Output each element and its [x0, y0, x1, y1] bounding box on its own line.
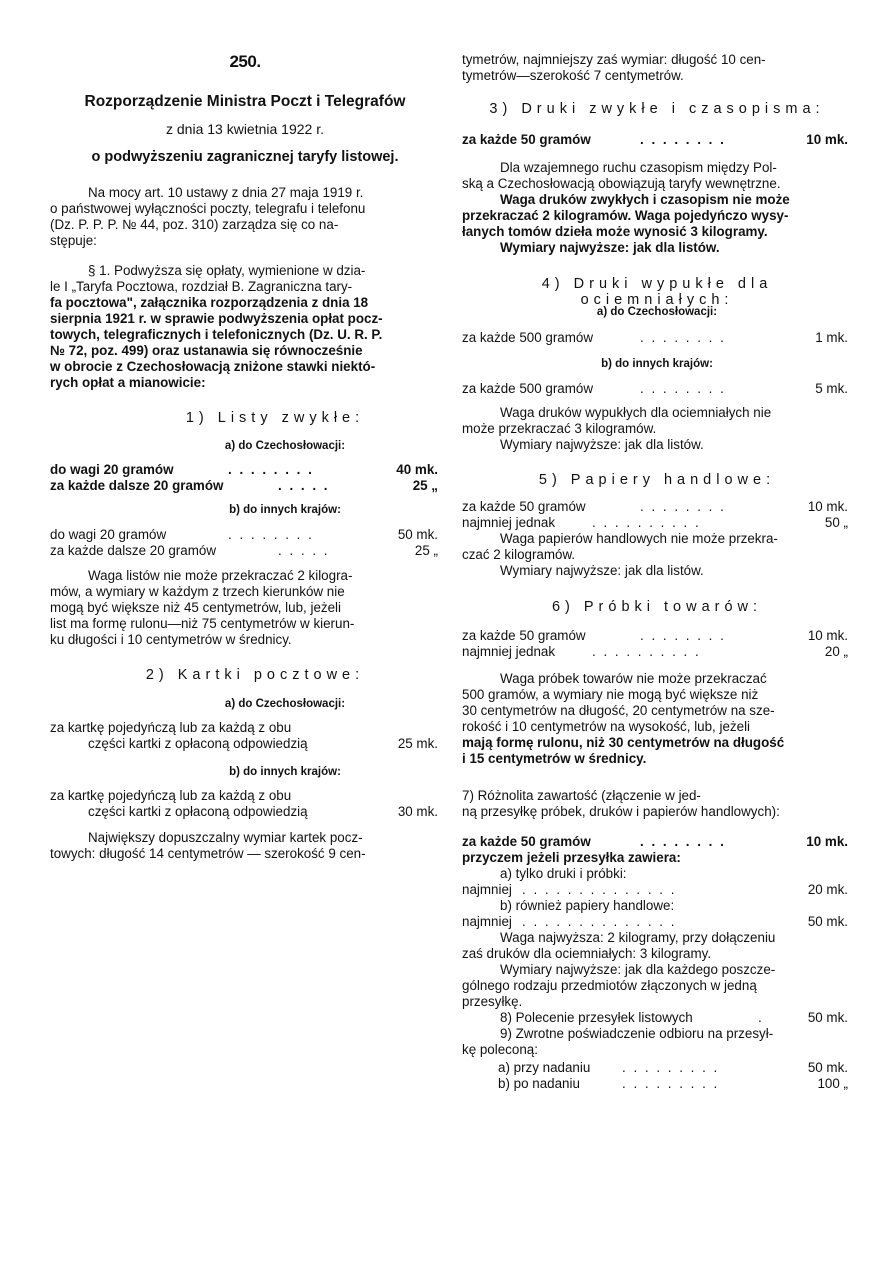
continued-text — [462, 52, 850, 84]
section-3-note — [462, 160, 850, 256]
rate-value: 10 mk. — [807, 628, 848, 643]
rate-dots: . . . . . . . . — [640, 834, 726, 849]
rate-value: 1 mk. — [815, 330, 848, 345]
section-2-heading: 2) Kartki pocztowe: — [145, 667, 365, 683]
section-5-note — [462, 531, 850, 579]
rate-label: najmniej — [462, 882, 512, 897]
rate-dots: . . . . . . . . . . . . . . — [522, 914, 677, 929]
note-line: i 15 centymetrów w średnicy. — [462, 751, 647, 766]
section-2-note — [50, 830, 438, 862]
rate-dots: . . . . . . . . . . — [592, 515, 701, 530]
section-7-heading-line: 7) Różnolita zawartość (złączenie w jed- — [462, 788, 701, 803]
para1-line: le I „Taryfa Pocztowa, rozdział B. Zagraniczna tary- — [50, 279, 353, 294]
section-9-line: kę poleconą: — [462, 1042, 538, 1057]
continued-line: tymetrów, najmniejszy zaś wymiar: długość 10 cen- — [462, 52, 766, 67]
card-line: za kartkę pojedyńczą lub za każdą z obu — [50, 720, 292, 735]
rate-value: 40 mk. — [396, 462, 438, 477]
note-line: ską a Czechosłowacją obowiązują taryfy wewnętrzne. — [462, 176, 781, 191]
note-line: Waga papierów handlowych nie może przekra- — [500, 531, 778, 546]
rate-label: za każde 50 gramów — [462, 628, 586, 643]
document-title: Rozporządzenie Ministra Poczt i Telegrafów — [84, 93, 406, 110]
section-6-note — [462, 671, 850, 767]
rate-label: do wagi 20 gramów — [50, 527, 167, 542]
rate-dots: . . . . . . . . — [640, 330, 726, 345]
para1-line: fa pocztowa", załącznika rozporządzenia z dnia 18 — [50, 295, 369, 310]
section-7b-text: b) również papiery handlowe: — [500, 898, 675, 913]
rate-label: za każde 50 gramów — [462, 132, 591, 147]
rate-value: 30 mk. — [397, 804, 438, 819]
section-7-heading — [462, 788, 850, 820]
para1-line: sierpnia 1921 r. w sprawie podwyższenia opłat pocz- — [50, 311, 383, 326]
rate-value: 10 mk. — [806, 132, 848, 147]
rate-dots: . . . . . . . . . — [622, 1076, 720, 1091]
section-2a-text — [50, 720, 438, 752]
section-7-condition: przyczem jeżeli przesyłka zawiera: — [462, 850, 681, 865]
rate-label: b) po nadaniu — [498, 1076, 580, 1091]
note-line: rokość i 10 centymetrów na wysokość, lub, jeżeli — [462, 719, 751, 734]
section-9-line: 9) Zwrotne poświadczenie odbioru na przesył- — [500, 1026, 774, 1041]
section-4b-heading: b) do innych krajów: — [601, 358, 713, 370]
note-line: łanych tomów dzieła może wynosić 3 kilogramy. — [462, 224, 768, 239]
note-line: przesyłkę. — [462, 994, 523, 1009]
note-line: Wymiary najwyższe: jak dla listów. — [500, 563, 704, 578]
card-line: części kartki z opłaconą odpowiedzią — [88, 804, 308, 819]
para1-line: towych, telegraficznych i telefonicznych (Dz. U. R. P. — [50, 327, 383, 342]
card-line: za kartkę pojedyńczą lub za każdą z obu — [50, 788, 292, 803]
note-line: Wymiary najwyższe: jak dla listów. — [500, 240, 720, 255]
rate-label: najmniej jednak — [462, 515, 556, 530]
document-subtitle: o podwyższeniu zagranicznej taryfy listowej. — [91, 149, 399, 165]
rate-dots: . . . . . . . . . — [622, 1060, 720, 1075]
section-1b-heading: b) do innych krajów: — [229, 504, 341, 516]
note-line: ku długości i 10 centymetrów w średnicy. — [50, 632, 292, 647]
continued-line: tymetrów—szerokość 7 centymetrów. — [462, 68, 684, 83]
note-line: gólnego rodzaju przedmiotów złączonych w jedną — [462, 978, 757, 993]
note-line: Waga listów nie może przekraczać 2 kilogra- — [88, 568, 353, 583]
para1-line: w obrocie z Czechosłowacją zniżone stawki niektó- — [50, 359, 376, 374]
intro-line: (Dz. P. P. P. № 44, poz. 310) zarządza się co na- — [50, 217, 339, 232]
rate-dots: . . . . . . . . . . . . . . — [522, 882, 677, 897]
note-line: przekraczać 2 kilogramów. Waga pojedyńczo wysy- — [462, 208, 789, 223]
note-line: list ma formę rulonu—niż 75 centymetrów w kierun- — [50, 616, 355, 631]
rate-value: 10 mk. — [807, 499, 848, 514]
section-1a-heading: a) do Czechosłowacji: — [224, 440, 346, 452]
rate-value: 25 mk. — [397, 736, 438, 751]
rate-value: 100 „ — [817, 1076, 848, 1091]
note-line: 30 centymetrów na długość, 20 centymetrów na sze- — [462, 703, 775, 718]
rate-label: a) przy nadaniu — [498, 1060, 591, 1075]
note-line: czać 2 kilogramów. — [462, 547, 576, 562]
section-7-note — [462, 930, 850, 1010]
rate-value: 10 mk. — [806, 834, 848, 849]
note-line: Dla wzajemnego ruchu czasopism między Pol- — [500, 160, 777, 175]
note-line: mów, a wymiary w każdym z trzech kierunków nie — [50, 584, 345, 599]
section-1-note — [50, 568, 438, 648]
rate-value: 50 mk. — [807, 1060, 848, 1075]
note-line: mają formę rulonu, niż 30 centymetrów na długość — [462, 735, 785, 750]
rate-label: najmniej — [462, 914, 512, 929]
section-1-heading: 1) Listy zwykłe: — [185, 410, 365, 426]
paragraph-1 — [50, 263, 435, 391]
intro-line: stępuje: — [50, 233, 97, 248]
section-4-note — [462, 405, 850, 453]
rate-dots: . . . . . — [278, 478, 330, 493]
section-7a-text: a) tylko druki i próbki: — [500, 866, 627, 881]
rate-value: 25 „ — [412, 478, 438, 493]
intro-line: Na mocy art. 10 ustawy z dnia 27 maja 1919 r. — [88, 185, 364, 200]
rate-label: najmniej jednak — [462, 644, 556, 659]
rate-dots: . . . . . — [278, 543, 330, 558]
note-line: Waga druków zwykłych i czasopism nie może — [500, 192, 790, 207]
section-9-heading — [462, 1026, 850, 1058]
rate-dots: . . . . . . . . — [640, 499, 726, 514]
intro-line: o państwowej wyłączności poczty, telegrafu i telefonu — [50, 201, 366, 216]
section-7-heading-line: ną przesyłkę próbek, druków i papierów handlowych): — [462, 804, 780, 819]
section-2b-heading: b) do innych krajów: — [229, 766, 341, 778]
para1-line: № 72, poz. 499) oraz ustanawia się równocześnie — [50, 343, 363, 358]
rate-value: 50 mk. — [807, 1010, 848, 1025]
rate-label: za każde 50 gramów — [462, 499, 586, 514]
note-line: Waga druków wypukłych dla ociemniałych nie — [500, 405, 772, 420]
rate-dots: . . . . . . . . — [640, 628, 726, 643]
section-2a-heading: a) do Czechosłowacji: — [224, 698, 346, 710]
note-line: towych: długość 14 centymetrów — szerokość 9 cen- — [50, 846, 366, 861]
card-line: części kartki z opłaconą odpowiedzią — [88, 736, 308, 751]
note-line: mogą być większe niż 45 centymetrów, lub, jeżeli — [50, 600, 342, 615]
document-date: z dnia 13 kwietnia 1922 r. — [166, 121, 324, 137]
section-2b-text — [50, 788, 438, 820]
rate-label: do wagi 20 gramów — [50, 462, 174, 477]
rate-dots: . . . . . . . . — [228, 462, 314, 477]
page-number: 250. — [229, 52, 261, 71]
section-6-heading: 6) Próbki towarów: — [551, 599, 763, 615]
rate-value: 5 mk. — [815, 381, 848, 396]
rate-dots: . . . . . . . . — [640, 381, 726, 396]
rate-value: 25 „ — [414, 543, 438, 558]
rate-label: za każde 500 gramów — [462, 330, 594, 345]
note-line: 500 gramów, a wymiary nie mogą być większe niż — [462, 687, 759, 702]
rate-label: za każde dalsze 20 gramów — [50, 478, 224, 493]
rate-label: za każde 500 gramów — [462, 381, 594, 396]
note-line: Waga najwyższa: 2 kilogramy, przy dołączeniu — [500, 930, 776, 945]
rate-value: 50 „ — [824, 515, 848, 530]
rate-dots: . . . . . . . . — [228, 527, 314, 542]
rate-value: 20 mk. — [807, 882, 848, 897]
section-4-heading: 4) Druki wypukłe dla ociemniałych: — [541, 276, 773, 308]
section-5-heading: 5) Papiery handlowe: — [538, 472, 776, 488]
note-line: zaś druków dla ociemniałych: 3 kilogramy. — [462, 946, 712, 961]
note-line: może przekraczać 3 kilogramów. — [462, 421, 657, 436]
rate-value: 50 mk. — [807, 914, 848, 929]
note-line: Największy dopuszczalny wymiar kartek pocz- — [88, 830, 363, 845]
section-4a-heading: a) do Czechosłowacji: — [596, 306, 718, 318]
note-line: Wymiary najwyższe: jak dla każdego poszcze- — [500, 962, 776, 977]
rate-label: 8) Polecenie przesyłek listowych — [500, 1010, 693, 1025]
note-line: Wymiary najwyższe: jak dla listów. — [500, 437, 704, 452]
intro-paragraph — [50, 185, 435, 249]
rate-label: za każde dalsze 20 gramów — [50, 543, 216, 558]
para1-line: rych opłat a mianowicie: — [50, 375, 206, 390]
section-3-heading: 3) Druki zwykłe i czasopisma: — [489, 101, 825, 117]
rate-value: 50 mk. — [397, 527, 438, 542]
rate-dots: . . . . . . . . — [640, 132, 726, 147]
rate-dots: . . . . . . . . . . — [592, 644, 701, 659]
rate-label: za każde 50 gramów — [462, 834, 591, 849]
para1-line: § 1. Podwyższa się opłaty, wymienione w dzia- — [88, 263, 366, 278]
note-line: Waga próbek towarów nie może przekraczać — [500, 671, 767, 686]
rate-value: 20 „ — [824, 644, 848, 659]
rate-dots: . — [758, 1010, 764, 1025]
